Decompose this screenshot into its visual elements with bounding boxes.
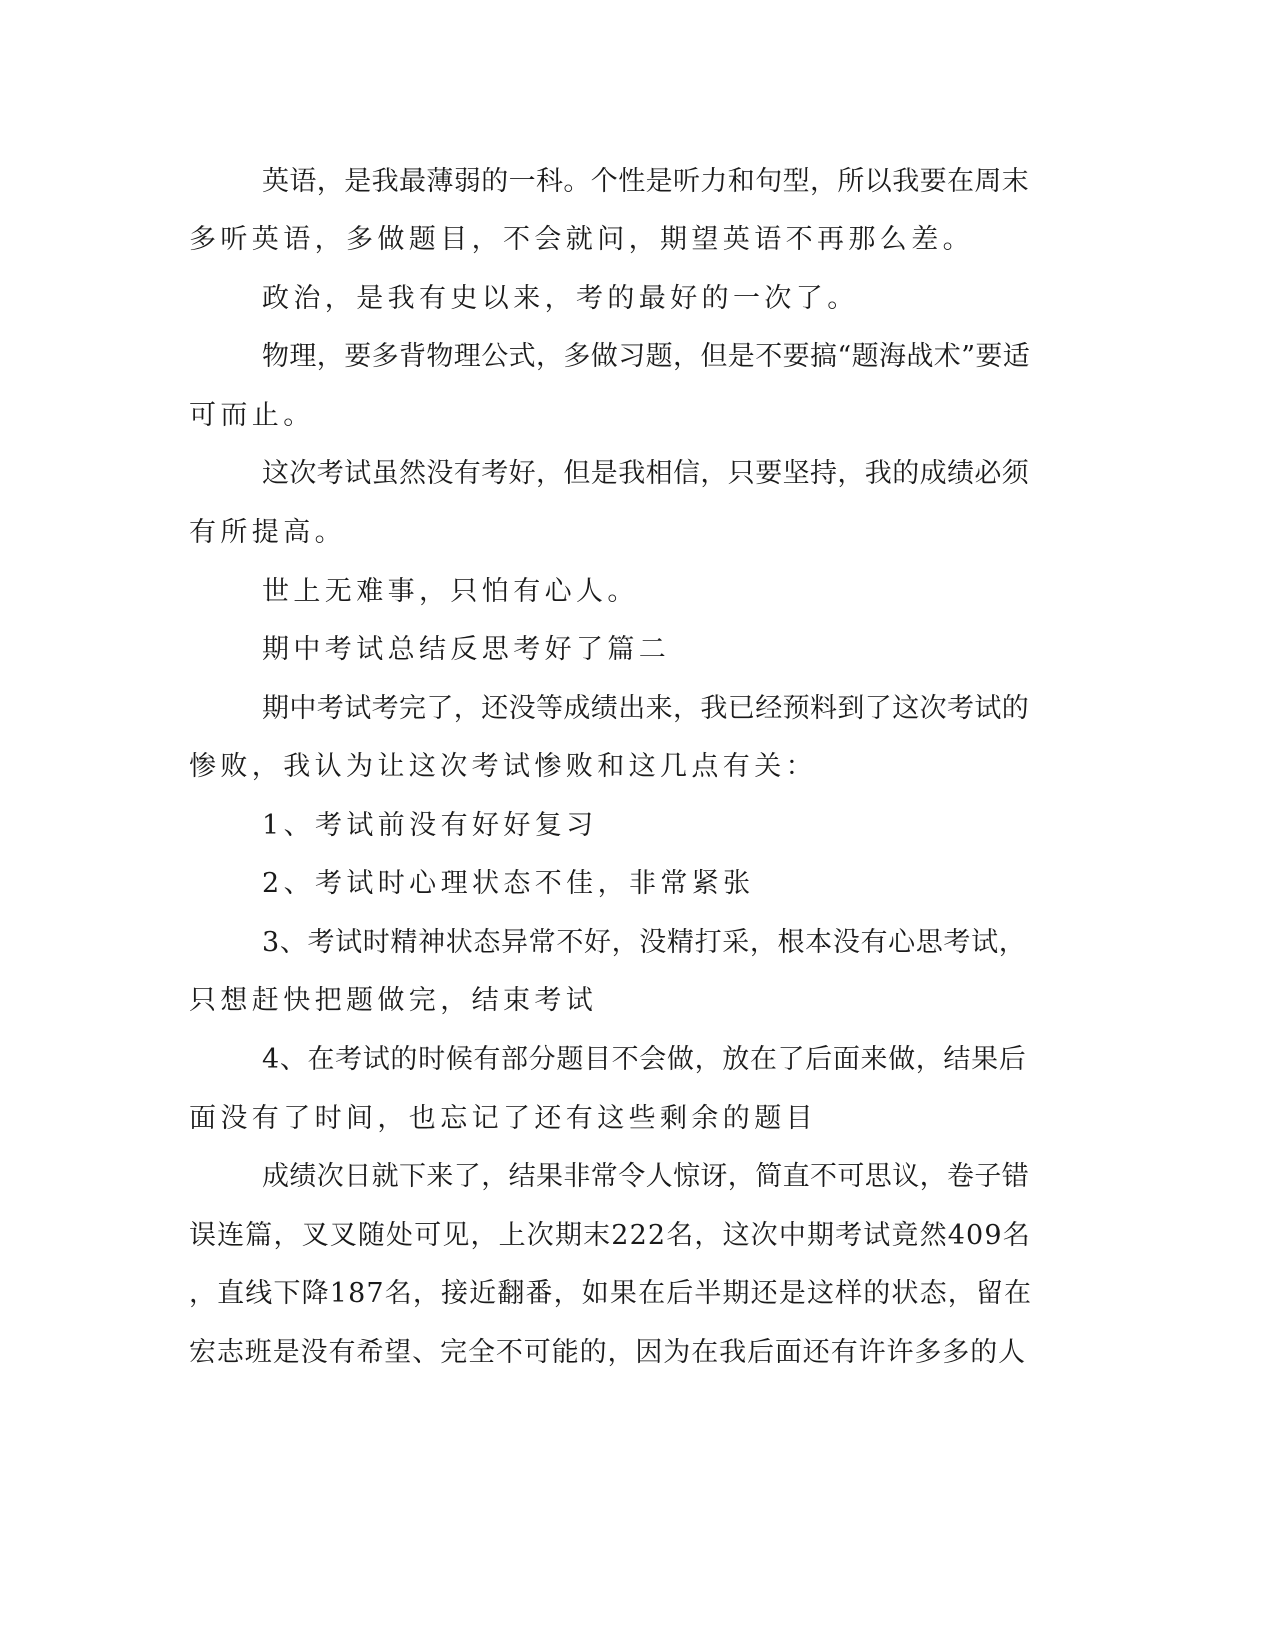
paragraph-results-line-2: 误连篇，叉叉随处可见，上次期末222名，这次中期考试竟然409名 [189, 1220, 1031, 1251]
paragraph-exam-line-1: 这次考试虽然没有考好，但是我相信，只要坚持，我的成绩必须 [262, 458, 1030, 489]
paragraph-midterm-line-2: 惨败，我认为让这次考试惨败和这几点有关： [189, 751, 817, 782]
list-item-1: 1、考试前没有好好复习 [262, 810, 598, 841]
paragraph-results-line-1: 成绩次日就下来了，结果非常令人惊讶，简直不可思议，卷子错 [262, 1161, 1030, 1192]
paragraph-physics-line-1: 物理，要多背物理公式，多做习题，但是不要搞“题海战术”要适 [262, 341, 1031, 372]
paragraph-english-line-2: 多听英语，多做题目，不会就问，期望英语不再那么差。 [189, 224, 974, 255]
list-item-4-line-1: 4、在考试的时候有部分题目不会做，放在了后面来做，结果后 [262, 1044, 1027, 1075]
paragraph-results-line-4: 宏志班是没有希望、完全不可能的，因为在我后面还有许许多多的人 [189, 1337, 1026, 1368]
paragraph-exam-line-2: 有所提高。 [189, 517, 346, 548]
list-item-3-line-2: 只想赶快把题做完，结束考试 [189, 985, 598, 1016]
paragraph-midterm-line-1: 期中考试考完了，还没等成绩出来，我已经预料到了这次考试的 [262, 693, 1030, 724]
section-heading: 期中考试总结反思考好了篇二 [262, 634, 671, 665]
paragraph-physics-line-2: 可而止。 [189, 400, 315, 431]
paragraph-proverb: 世上无难事，只怕有心人。 [262, 576, 639, 607]
paragraph-politics: 政治，是我有史以来，考的最好的一次了。 [262, 283, 859, 314]
paragraph-english-line-1: 英语，是我最薄弱的一科。个性是听力和句型，所以我要在周末 [262, 166, 1030, 197]
list-item-4-line-2: 面没有了时间，也忘记了还有这些剩余的题目 [189, 1103, 817, 1134]
list-item-2: 2、考试时心理状态不佳，非常紧张 [262, 868, 755, 899]
list-item-3-line-1: 3、考试时精神状态异常不好，没精打采，根本没有心思考试， [262, 927, 1027, 958]
paragraph-results-line-3: ，直线下降187名，接近翻番，如果在后半期还是这样的状态，留在 [189, 1278, 1033, 1309]
